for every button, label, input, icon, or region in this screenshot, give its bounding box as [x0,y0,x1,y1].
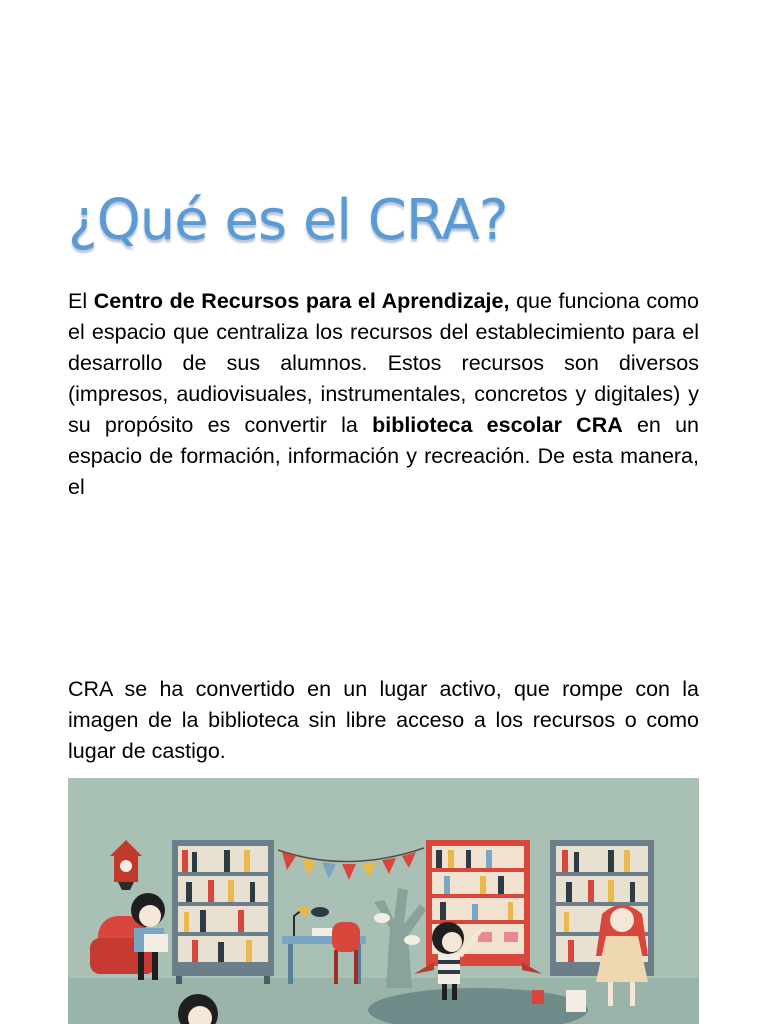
page-title: ¿Qué es el CRA? [68,188,508,253]
intro-text-3: en un espacio de formación, información y recreación. De esta manera, el [68,413,699,499]
paragraph-continuation: CRA se ha convertido en un lugar activo, que rompe con la imagen de la biblioteca sin libre acceso a los recursos o como lugar de castigo. [68,677,699,763]
library-illustration [68,778,699,1024]
bookshelf-red [414,840,542,974]
intro-bold-cra-name: Centro de Recursos para el Aprendizaje, [93,289,510,313]
bookshelf-left [172,840,274,984]
book-on-floor [566,990,586,1012]
intro-bold-biblioteca: biblioteca escolar CRA [372,413,623,437]
pencil-cup-icon [532,990,544,1004]
intro-text-2: que funciona como el espacio que centraliza los recursos del establecimiento para el desarrollo de sus alumnos. Estos recursos son diversos (impresos, audiovisuales, instrumentales, concretos y digitales) y su propósito es convertir la [68,289,700,437]
paragraph-intro [68,286,699,503]
intro-text-1: El [68,289,94,313]
